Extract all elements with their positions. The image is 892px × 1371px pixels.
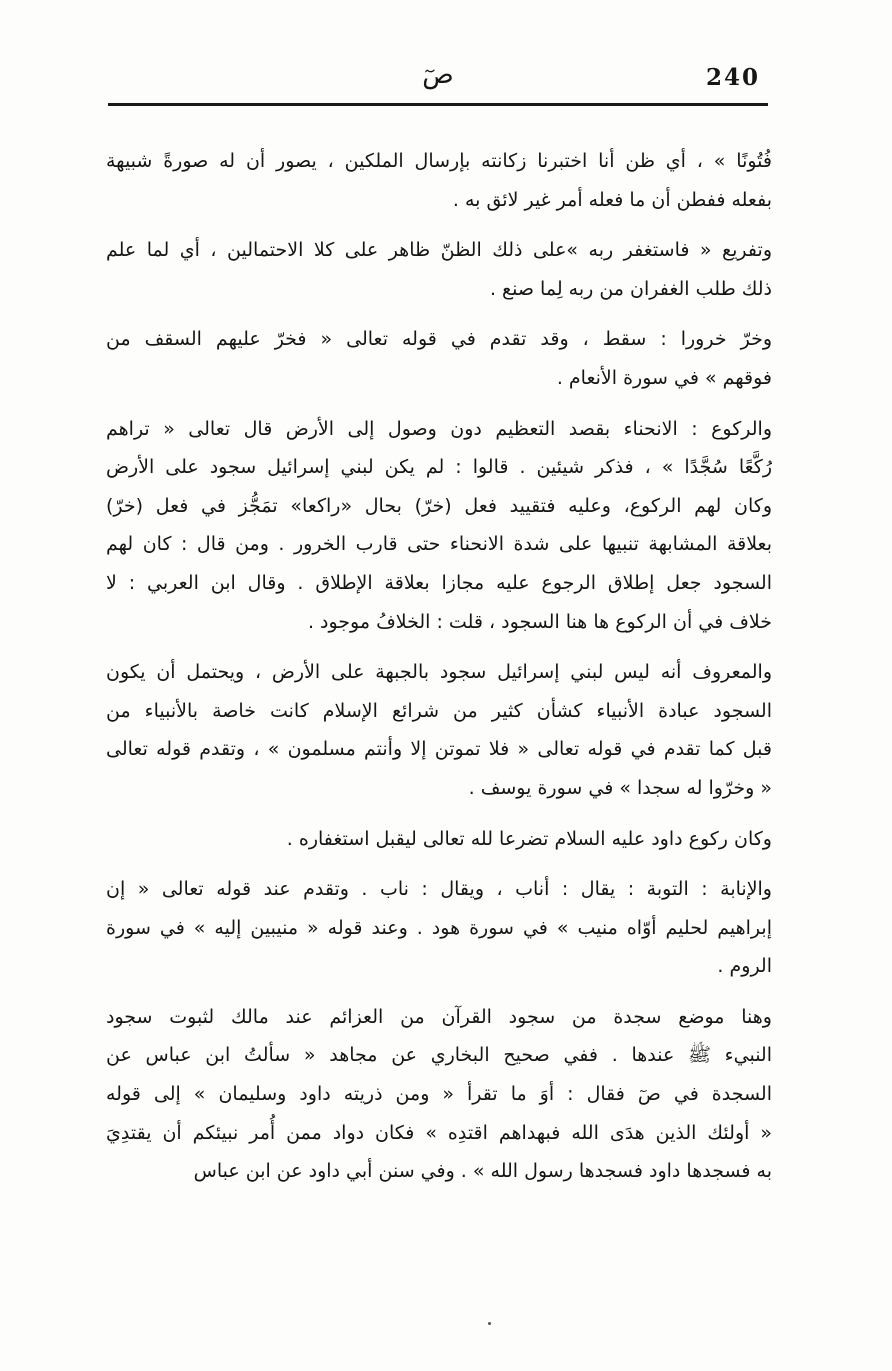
text-line: فُتُونًا » ، أي ظن أنا اختبرنا زكانته بإرسال الملكين ، يصور أن له صورةً شبيهة [106,150,772,172]
text-line: وهنا موضع سجدة من سجود القرآن من العزائم عند مالك لثبوت سجود [106,1005,772,1028]
paragraph [106,653,772,807]
surah-title: صٓ [422,60,454,90]
paragraph-gap [106,308,772,320]
page-body [106,142,772,1191]
text-line: السجدة في صٓ فقال : أوَ ما تقرأ « ومن ذريته داود وسليمان » إلى قوله [106,1083,772,1106]
paragraph-gap [106,808,772,820]
page-number: 240 [705,64,760,91]
text-line: « أولئك الذين هدَى الله فبهداهم اقتدِه » فكان دواد ممن أُمر نبيئكم أن يقتدِيَ [106,1121,772,1144]
ink-speck [488,1322,491,1325]
text-line: إبراهيم لحليم أوّاه منيب » في سورة هود . وعند قوله « منيبين إليه » في سورة [106,916,772,939]
paragraph [106,870,772,986]
paragraph-gap [106,641,772,653]
text-line: به فسجدها داود فسجدها رسول الله » . وفي سنن أبي داود عن ابن عباس [193,1160,772,1183]
paragraph-gap [106,219,772,231]
paragraph [106,142,772,219]
text-line: والمعروف أنه ليس لبني إسرائيل سجود بالجبهة على الأرض ، ويحتمل أن يكون [106,661,772,684]
text-line: فوقهم » في سورة الأنعام . [556,366,772,389]
text-line: خلاف في أن الركوع ها هنا السجود ، قلت : الخلافُ موجود . [307,610,772,633]
text-line: والركوع : الانحناء بقصد التعظيم دون وصول إلى الأرض قال تعالى « تراهم [106,417,772,440]
text-line: رُكَّعًا سُجَّدًا » ، فذكر شيئين . قالوا : لم يكن لبني إسرائيل سجود على الأرض [106,456,772,479]
text-line: الروم . [717,955,772,978]
paragraph-gap [106,398,772,410]
text-line: والإنابة : التوبة : يقال : أناب ، ويقال : ناب . وتقدم عند قوله تعالى « إن [106,878,772,901]
paragraph [106,231,772,308]
header-rule [108,103,768,106]
text-line: وكان لهم الركوع، وعليه فتقييد فعل (خرّ) بحال «راكعا» تمَجُّز في فعل (خرّ) [106,494,772,517]
text-line: النبيء ﷺ عندها . ففي صحيح البخاري عن مجاهد « سألتُ ابن عباس عن [106,1044,772,1067]
text-line: السجود جعل إطلاق الرجوع عليه مجازا بعلاقة الإطلاق . وقال ابن العربي : لا [106,571,772,594]
text-line: وخرّ خرورا : سقط ، وقد تقدم في قوله تعالى « فخرّ عليهم السقف من [106,328,772,351]
paragraph-gap [106,858,772,870]
text-line: السجود عبادة الأنبياء كشأن كثير من شرائع الإسلام كانت خاصة بالأنبياء من [106,699,772,722]
text-line: بعلاقة المشابهة تنبيها على شدة الانحناء حتى قارب الخرور . ومن قال : كان لهم [106,533,772,556]
text-line: بفعله ففطن أن ما فعله أمر غير لائق به . [452,188,772,211]
text-line: وكان ركوع داود عليه السلام تضرعا لله تعالى ليقبل استغفاره . [286,827,772,850]
text-line: « وخرّوا له سجدا » في سورة يوسف . [468,776,772,799]
paragraph [106,998,772,1191]
paragraph-gap [106,986,772,998]
page-header [108,58,768,102]
text-line: قبل كما تقدم في قوله تعالى « فلا تموتن إلا وأنتم مسلمون » ، وتقدم قوله تعالى [106,738,772,761]
text-line: وتفريع « فاستغفر ربه »على ذلك الظنّ ظاهر على كلا الاحتمالين ، أي لما علم [106,239,772,262]
paragraph [106,820,772,859]
paragraph [106,410,772,642]
text-line: ذلك طلب الغفران من ربه لِما صنع . [489,277,772,300]
paragraph [106,320,772,397]
